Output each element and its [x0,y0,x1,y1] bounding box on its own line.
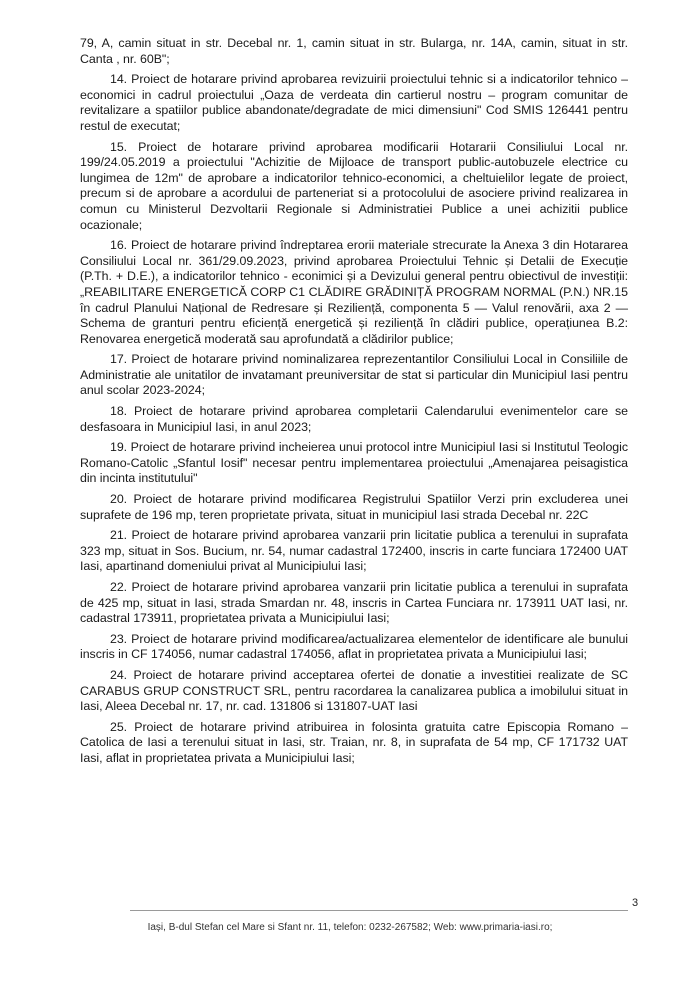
agenda-item-14: 14. Proiect de hotarare privind aprobarea revizuirii proiectului tehnic si a indicatorilor tehnico – economici in cadrul proiectului „Oaza de verdeata din cartierul nostru – program comunitar de revitalizare a spatiilor publice abandonate/degradate de mici dimensiuni" Cod SMIS 126441 pentru restul de executat; [80,72,628,133]
footer-address: Iași, B-dul Stefan cel Mare si Sfant nr. 11, telefon: 0232-267582; Web: www.primaria-iasi.ro; [147,922,553,933]
agenda-item-24: 24. Proiect de hotarare privind acceptarea ofertei de donatie a investitiei realizate de SC CARABUS GRUP CONSTRUCT SRL, pentru racordarea la canalizarea publica a imobilului situat in Iasi, Aleea Decebal nr. 17, nr. cad. 131806 si 131807-UAT Iasi [80,667,628,714]
agenda-item-17: 17. Proiect de hotarare privind nominalizarea reprezentantilor Consiliului Local in Consiliile de Administratie ale unitatilor de invatamant preuniversitar de stat si particular din Municipiul Iasi pentru anul scolar 2023-2024; [80,352,628,398]
agenda-item-21: 21. Proiect de hotarare privind aprobarea vanzarii prin licitatie publica a terenului in suprafata 323 mp, situat in Sos. Bucium, nr. 54, numar cadastral 172400, inscris in carte funciara 172400 UAT Iasi, apartinand domeniului privat al Municipiului Iasi; [80,528,628,574]
agenda-item-19: 19. Proiect de hotarare privind incheierea unui protocol intre Municipiul Iasi si Institutul Teologic Romano-Catolic „Sfantul Iosif" necesar pentru implementarea proiectului „Amenajarea peisagistica din incinta institutului" [80,440,628,486]
document-body [80,36,628,772]
agenda-item-15: 15. Proiect de hotarare privind aprobarea modificarii Hotararii Consiliului Local nr. 199/24.05.2019 a proiectului "Achizitie de Mijloace de transport public-autobuzele electrice cu lungimea de 12m" de aprobare a indicatorilor tehnico-economici, a cheltuielilor legate de proiect, precum si de aprobare a acordului de parteneriat si a protocolului de asociere privind realizarea in comun cu Ministerul Dezvoltarii Regionale si Administratiei Publice a unei achizitii publice ocazionale; [80,139,628,232]
agenda-item-16: 16. Proiect de hotarare privind îndreptarea erorii materiale strecurate la Anexa 3 din Hotararea Consiliului Local nr. 361/29.09.2023, privind aprobarea Proiectului Tehnic și Detalii de Execuție (P.Th. + D.E.), a indicatorilor tehnico - econimici și a Devizului general pentru obiectivul de investiții: „REABILITARE ENERGETICĂ CORP C1 CLĂDIRE GRĂDINIȚĂ PROGRAM NORMAL (P.N.) NR.15 în cadrul Planului Național de Redresare și Reziliență, componenta 5 — Valul renovării, axa 2 — Schema de granturi pentru eficiență energetică și reziliență în clădiri publice, operațiunea B.2: Renovarea energetică moderată sau aprofundată a clădirilor publice; [80,238,628,346]
agenda-item-22: 22. Proiect de hotarare privind aprobarea vanzarii prin licitatie publica a terenului in suprafata de 425 mp, situat in Iasi, strada Smardan nr. 48, inscris in Cartea Funciara nr. 173911 UAT Iasi, nr. cadastral 173911, proprietatea privata a Municipiului Iasi; [80,580,628,626]
agenda-item-18: 18. Proiect de hotarare privind aprobarea completarii Calendarului evenimentelor care se desfasoara in Municipiul Iasi, in anul 2023; [80,404,628,434]
footer-divider [130,910,628,911]
agenda-item-23: 23. Proiect de hotarare privind modificarea/actualizarea elementelor de identificare ale bunului inscris in CF 174056, numar cadastral 174056, aflat in proprietatea privata a Municipiului Iasi; [80,631,628,662]
paragraph-continuation: 79, A, camin situat in str. Decebal nr. 1, camin situat in str. Bularga, nr. 14A, camin, situat in str. Canta , nr. 60B"; [80,36,628,66]
agenda-item-20: 20. Proiect de hotarare privind modificarea Registrului Spatiilor Verzi prin excluderea unei suprafete de 196 mp, teren proprietate privata, situat in municipiul Iasi strada Decebal nr. 22C [80,492,628,522]
page-number: 3 [632,897,639,909]
agenda-item-25: 25. Proiect de hotarare privind atribuirea in folosinta gratuita catre Episcopia Romano – Catolica de Iasi a terenului situat in Iasi, str. Traian, nr. 8, in suprafata de 54 mp, CF 171732 UAT Iasi, aflat in proprietatea privata a Municipiului Iasi; [80,719,628,765]
